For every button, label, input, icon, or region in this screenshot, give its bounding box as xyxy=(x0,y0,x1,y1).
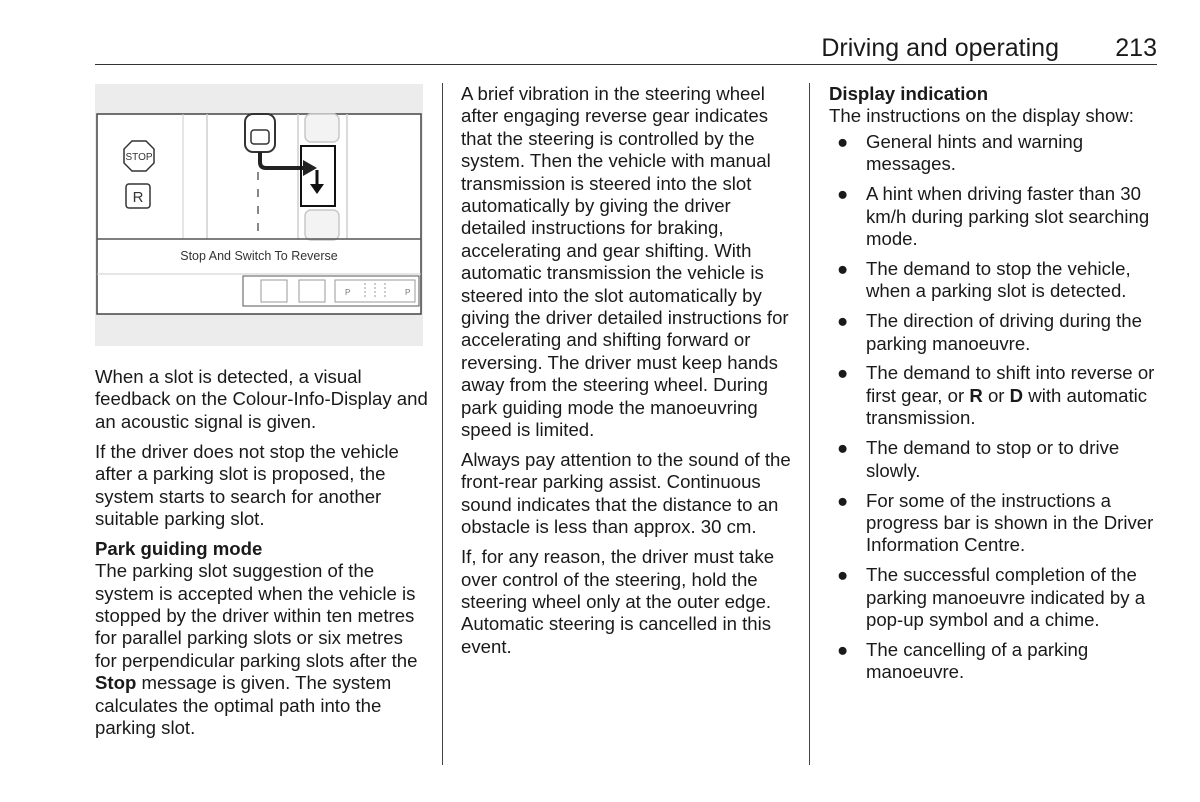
paragraph: The instructions on the display show: xyxy=(829,105,1134,127)
bullet-icon: ● xyxy=(837,638,849,660)
list-item xyxy=(829,183,1161,250)
column-middle xyxy=(461,83,793,666)
bullet-icon: ● xyxy=(837,130,849,152)
column-divider-2 xyxy=(809,83,810,765)
bullet-icon: ● xyxy=(837,564,849,586)
list-item xyxy=(829,362,1161,429)
list-item-text: For some of the instructions a progress bar is shown in the Driver Information Centre. xyxy=(866,489,1154,556)
column-divider-1 xyxy=(442,83,443,765)
text-run: message is given. The system calculates the optimal path into the parking slot. xyxy=(95,672,392,739)
text-run: The demand to shift into reverse or first gear, or xyxy=(866,362,1155,406)
bold-term: R xyxy=(969,384,983,406)
bullet-icon: ● xyxy=(837,257,849,279)
svg-text:STOP: STOP xyxy=(125,152,153,163)
list-item xyxy=(829,258,1161,303)
list-item-text: The demand to stop or to drive slowly. xyxy=(866,437,1120,481)
list-item xyxy=(829,564,1161,631)
list-item xyxy=(829,490,1161,557)
parked-car-top xyxy=(305,114,339,142)
paragraph: A brief vibration in the steering wheel after engaging reverse gear indicates that the steering is controlled by the system. Then the vehicle with manual transmission is steered into the slot automatically by giving the driver detailed instructions for braking, accelerating and gear shifting. With automatic transmission the vehicle is steered into the slot automatically by giving the driver detailed instructions for accelerating and shifting forward or reversing. The driver must keep hands away from the steering wheel. During park guiding mode the manoeuvring speed is limited. xyxy=(461,83,789,441)
text-run: or xyxy=(982,384,1010,406)
list-item xyxy=(829,131,1161,176)
list-item xyxy=(829,310,1161,355)
parked-car-bottom xyxy=(305,210,339,240)
display-illustration xyxy=(95,84,423,346)
bullet-icon: ● xyxy=(837,183,849,205)
list-item-text: The demand to stop the vehicle, when a parking slot is detected. xyxy=(866,257,1131,302)
bullet-icon: ● xyxy=(837,310,849,332)
svg-text:P: P xyxy=(405,288,411,297)
paragraph xyxy=(95,560,428,739)
column-left xyxy=(95,366,428,747)
paragraph: Always pay attention to the sound of the front-rear parking assist. Continuous sound indicates that the distance to an obstacle is less than approx. 30 cm. xyxy=(461,449,791,538)
list-item-text xyxy=(866,362,1154,428)
bold-term: Stop xyxy=(95,672,137,694)
list-item xyxy=(829,639,1161,684)
section-title: Driving and operating xyxy=(821,34,1059,62)
instruction-list xyxy=(829,131,1161,684)
list-item-text: General hints and warning messages. xyxy=(866,130,1084,175)
display-message: Stop And Switch To Reverse xyxy=(180,249,338,263)
svg-text:P: P xyxy=(345,288,351,297)
paragraph: If the driver does not stop the vehicle after a parking slot is proposed, the system starts to search for another suitable parking slot. xyxy=(95,440,399,529)
page-header xyxy=(95,32,1157,65)
svg-text:R: R xyxy=(132,189,144,206)
bullet-icon: ● xyxy=(837,489,849,511)
own-vehicle xyxy=(245,114,275,152)
list-item-text: The successful completion of the parking manoeuvre indicated by a pop-up symbol and a chime. xyxy=(866,564,1146,631)
column-right xyxy=(829,83,1161,691)
list-item-text: A hint when driving faster than 30 km/h during parking slot searching mode. xyxy=(866,183,1150,249)
text-run: The parking slot suggestion of the system is accepted when the vehicle is stopped by the driver within ten metres for parallel parking slots or six metres for perpendicular parking slots after the xyxy=(95,560,418,671)
list-item-text: The cancelling of a parking manoeuvre. xyxy=(866,638,1089,683)
list-item xyxy=(829,437,1161,482)
bold-term: D xyxy=(1009,384,1024,406)
paragraph: If, for any reason, the driver must take over control of the steering, hold the steering wheel only at the outer edge. Automatic steering is cancelled in this event. xyxy=(461,546,775,657)
text-run: with automatic transmission. xyxy=(866,384,1148,429)
section-heading: Display indication xyxy=(829,83,989,104)
bullet-icon: ● xyxy=(837,437,849,459)
list-item-text: The direction of driving during the parking manoeuvre. xyxy=(866,310,1142,354)
page-number: 213 xyxy=(1115,34,1157,62)
paragraph: When a slot is detected, a visual feedback on the Colour-Info-Display and an acoustic signal is given. xyxy=(95,366,428,432)
section-heading: Park guiding mode xyxy=(95,537,263,559)
bullet-icon: ● xyxy=(837,362,849,384)
